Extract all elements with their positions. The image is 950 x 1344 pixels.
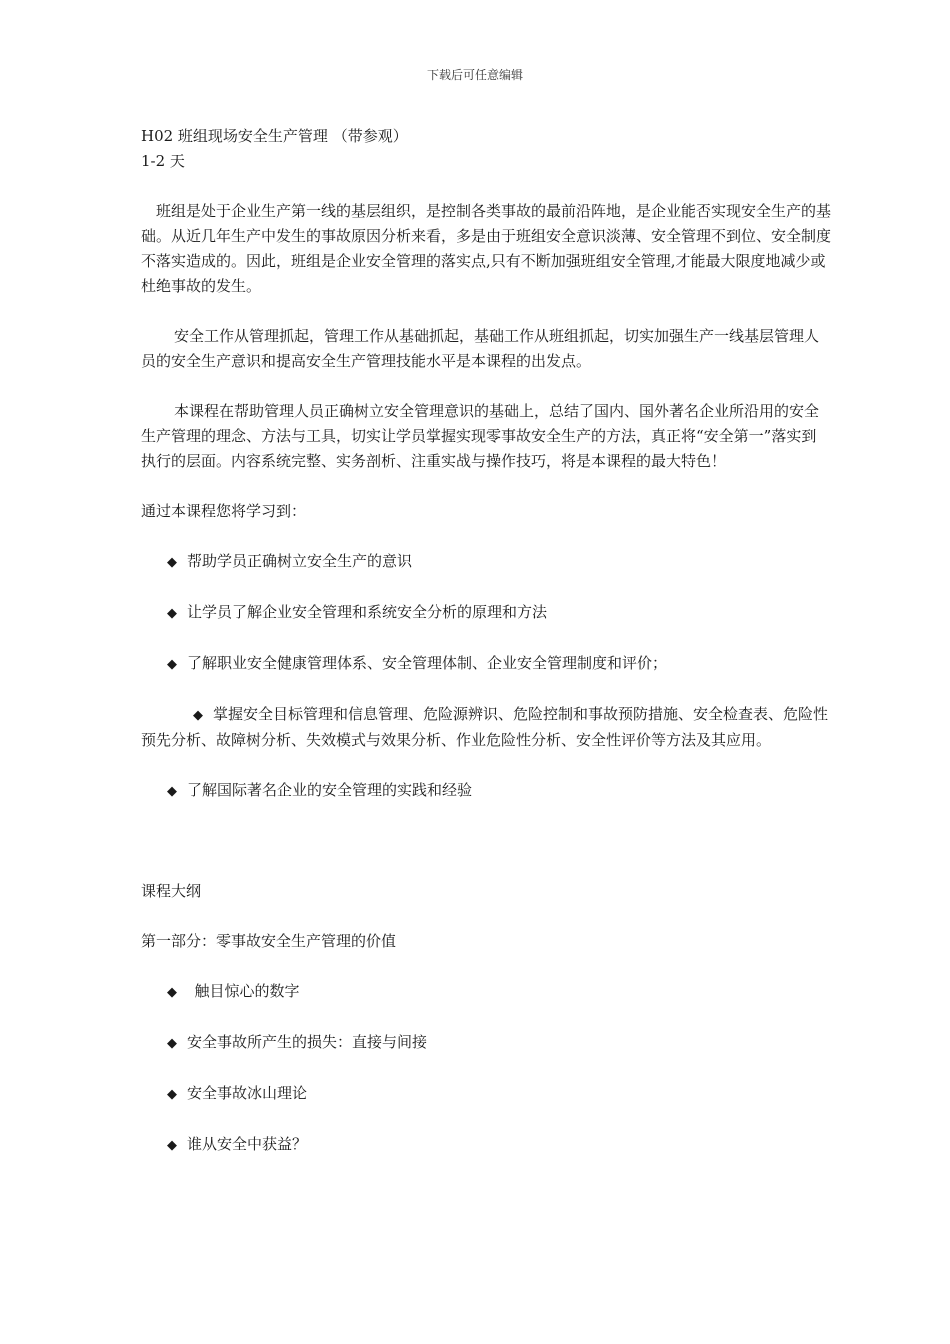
part1-title: 第一部分：零事故安全生产管理的价值 [141,932,397,950]
diamond-bullet-icon: ◆ [167,784,177,799]
document-body [141,124,831,1158]
outline-item [141,1081,831,1107]
diamond-bullet-icon: ◆ [167,555,177,570]
learn-item [141,651,831,677]
learn-item [141,600,831,626]
learn-item-text: 掌握安全目标管理和信息管理、危险源辨识、危险控制和事故预防措施、安全检查表、危险性预先分析、故障树分析、失效模式与效果分析、作业危险性分析、安全性评价等方法及其应用。 [141,705,829,749]
learn-item-text: 让学员了解企业安全管理和系统安全分析的原理和方法 [187,603,548,621]
learn-heading: 通过本课程您将学习到： [141,502,307,520]
course-duration: 1-2 天 [141,152,185,170]
diamond-bullet-icon: ◆ [167,606,177,621]
page-header: 下载后可任意编辑 [426,68,523,82]
diamond-bullet-icon: ◆ [167,657,177,672]
diamond-bullet-icon: ◆ [167,1138,177,1153]
outline-item [141,1030,831,1056]
diamond-bullet-icon: ◆ [167,1036,177,1051]
diamond-bullet-icon: ◆ [167,985,177,1000]
learn-item [141,778,831,804]
diamond-bullet-icon: ◆ [167,1087,177,1102]
intro-paragraph-2: 安全工作从管理抓起，管理工作从基础抓起，基础工作从班组抓起，切实加强生产一线基层管理人员的安全生产意识和提高安全生产管理技能水平是本课程的出发点。 [141,327,820,370]
learn-item-text: 了解职业安全健康管理体系、安全管理体制、企业安全管理制度和评价； [187,654,668,672]
outline-heading: 课程大纲 [141,882,202,900]
learn-item-text: 了解国际著名企业的安全管理的实践和经验 [187,781,473,799]
outline-item [141,979,831,1005]
learn-item-text: 帮助学员正确树立安全生产的意识 [187,552,413,570]
outline-item-text: 安全事故所产生的损失：直接与间接 [187,1033,428,1051]
outline-item-text: 安全事故冰山理论 [187,1084,308,1102]
outline-item [141,1132,831,1158]
learn-item [141,549,831,575]
intro-paragraph-3: 本课程在帮助管理人员正确树立安全管理意识的基础上，总结了国内、国外著名企业所沿用的安全生产管理的理念、方法与工具，切实让学员掌握实现零事故安全生产的方法，真正将“安全第一”落实到执行的层面。内容系统完整、实务剖析、注重实战与操作技巧，将是本课程的最大特色！ [141,402,820,470]
outline-item-text: 谁从安全中获益？ [187,1135,308,1153]
course-title: H02 班组现场安全生产管理 （带参观） [141,127,408,145]
intro-paragraph-1: 班组是处于企业生产第一线的基层组织，是控制各类事故的最前沿阵地，是企业能否实现安全生产的基础。从近几年生产中发生的事故原因分析来看，多是由于班组安全意识淡薄、安全管理不到位、安全制度不落实造成的。因此，班组是企业安全管理的落实点,只有不断加强班组安全管理,才能最大限度地减少或杜绝事故的发生。 [141,202,832,295]
diamond-bullet-icon: ◆ [193,708,203,723]
outline-item-text: 触目惊心的数字 [194,982,300,1000]
learn-item [141,702,831,753]
